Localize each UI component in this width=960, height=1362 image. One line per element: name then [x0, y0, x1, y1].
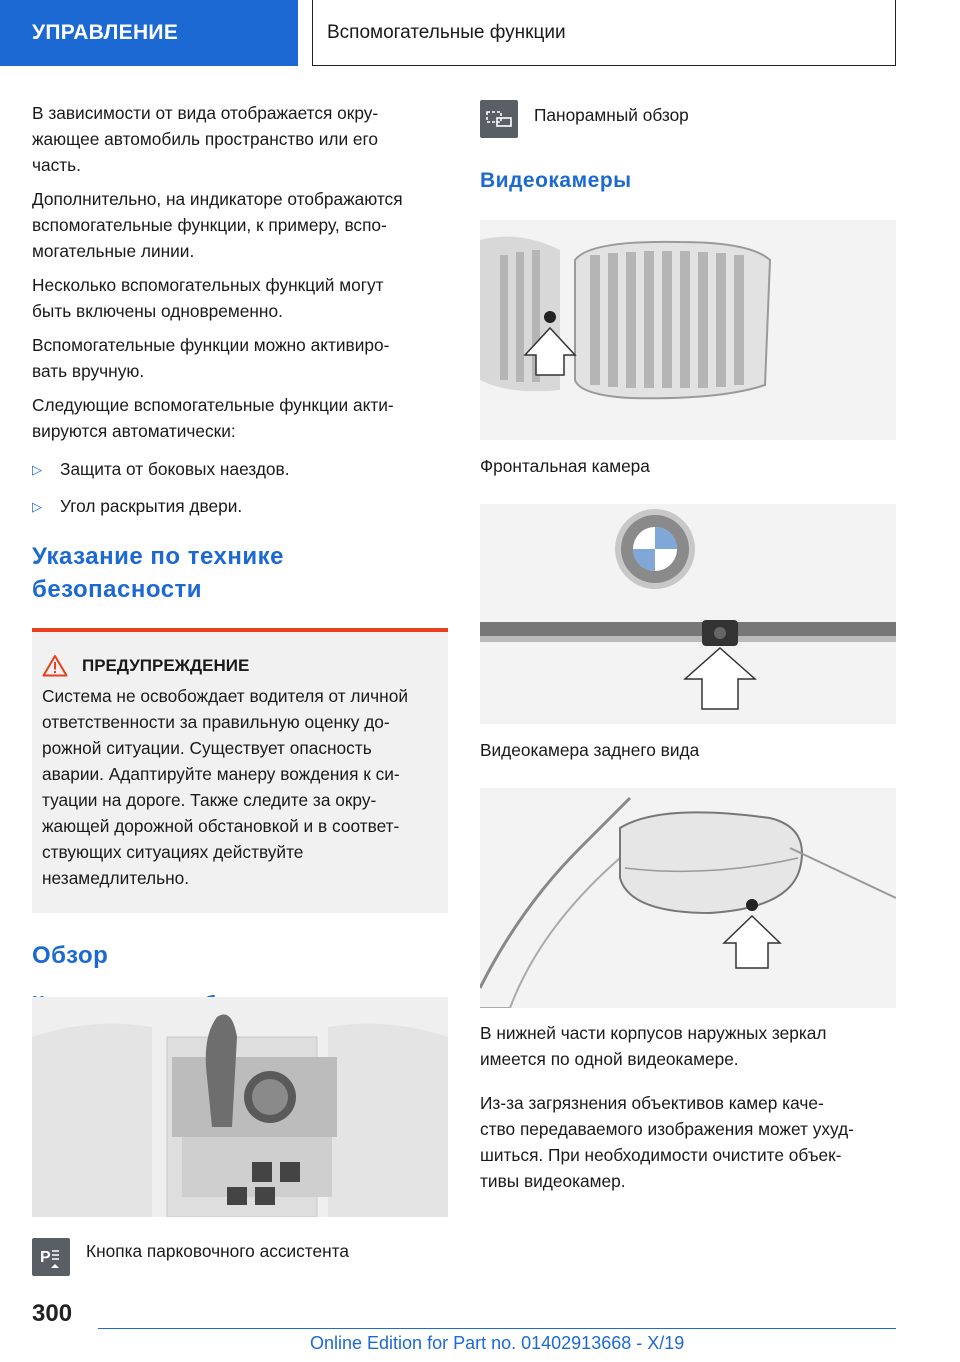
front-camera-caption: Фронтальная камера — [480, 456, 650, 476]
mirror-camera-caption: В нижней части корпусов наружных зеркал имеется по одной видеокамере. — [480, 1023, 827, 1069]
warning-text: Система не освобождает водителя от личной ответственности за правильную оценку до- рожной ситуации. Существует опасность аварии. Адаптируйте манеру вождения к си- туации на дороге. Также следите за окру- жающей дорожной обстановкой и в соответ- ствующих ситуациях действуйте незамедлительно. — [42, 686, 408, 888]
rear-camera-caption: Видеокамера заднего вида — [480, 740, 700, 760]
manual-activation-paragraph: Вспомогательные функции можно активиро- вать вручную. — [32, 335, 390, 381]
page-number: 300 — [32, 1300, 73, 1327]
cameras-heading: Видеокамеры — [480, 169, 632, 192]
parking-assistant-icon — [32, 1238, 70, 1276]
chapter-title: Вспомогательные функции — [327, 21, 566, 43]
warning-triangle-icon — [42, 654, 68, 677]
list-item: ▷ Защита от боковых наездов. — [32, 456, 448, 483]
front-camera-image — [480, 220, 896, 440]
warning-header: ПРЕДУПРЕЖДЕНИЕ — [36, 654, 436, 677]
center-console-image — [32, 997, 448, 1217]
park-button-row — [32, 1238, 448, 1276]
mirror-camera-image — [480, 788, 896, 1008]
footer-edition: Online Edition for Part no. 01402913668 - X/19 — [310, 1333, 685, 1353]
intro-paragraph: В зависимости от вида отображается окру- жающее автомобиль пространство или его часть. — [32, 103, 379, 175]
right-column — [480, 100, 896, 197]
panorama-label: Панорамный обзор — [534, 105, 689, 125]
footer-divider — [98, 1328, 896, 1329]
header-section: УПРАВЛЕНИЕ — [0, 0, 298, 66]
svg-text:P: P — [40, 1249, 51, 1266]
warning-box — [32, 628, 448, 913]
dirt-warning-paragraph: Из-за загрязнения объективов камер каче- ство передаваемого изображения может ухуд- шиться. При необходимости очистите объек- тивы видеокамер. — [480, 1093, 854, 1191]
auto-activation-paragraph: Следующие вспомогательные функции акти- вируются автоматически: — [32, 395, 394, 441]
panorama-row — [480, 100, 896, 138]
rear-camera-image — [480, 504, 896, 724]
additional-functions-paragraph: Дополнительно, на индикаторе отображаются вспомогательные функции, к примеру, вспо- могательные линии. — [32, 189, 403, 261]
park-button-label: Кнопка парковочного ассистента — [86, 1241, 349, 1261]
panorama-view-icon — [480, 100, 518, 138]
safety-heading: Указание по технике безопасности — [32, 543, 284, 603]
left-column — [32, 100, 448, 1018]
overview-heading: Обзор — [32, 942, 109, 969]
header-chapter — [312, 0, 896, 66]
multiple-functions-paragraph: Несколько вспомогательных функций могут быть включены одновременно. — [32, 275, 384, 321]
bullet-triangle-icon: ▷ — [32, 462, 42, 477]
list-item: ▷ Угол раскрытия двери. — [32, 493, 448, 520]
bullet-triangle-icon: ▷ — [32, 499, 42, 514]
